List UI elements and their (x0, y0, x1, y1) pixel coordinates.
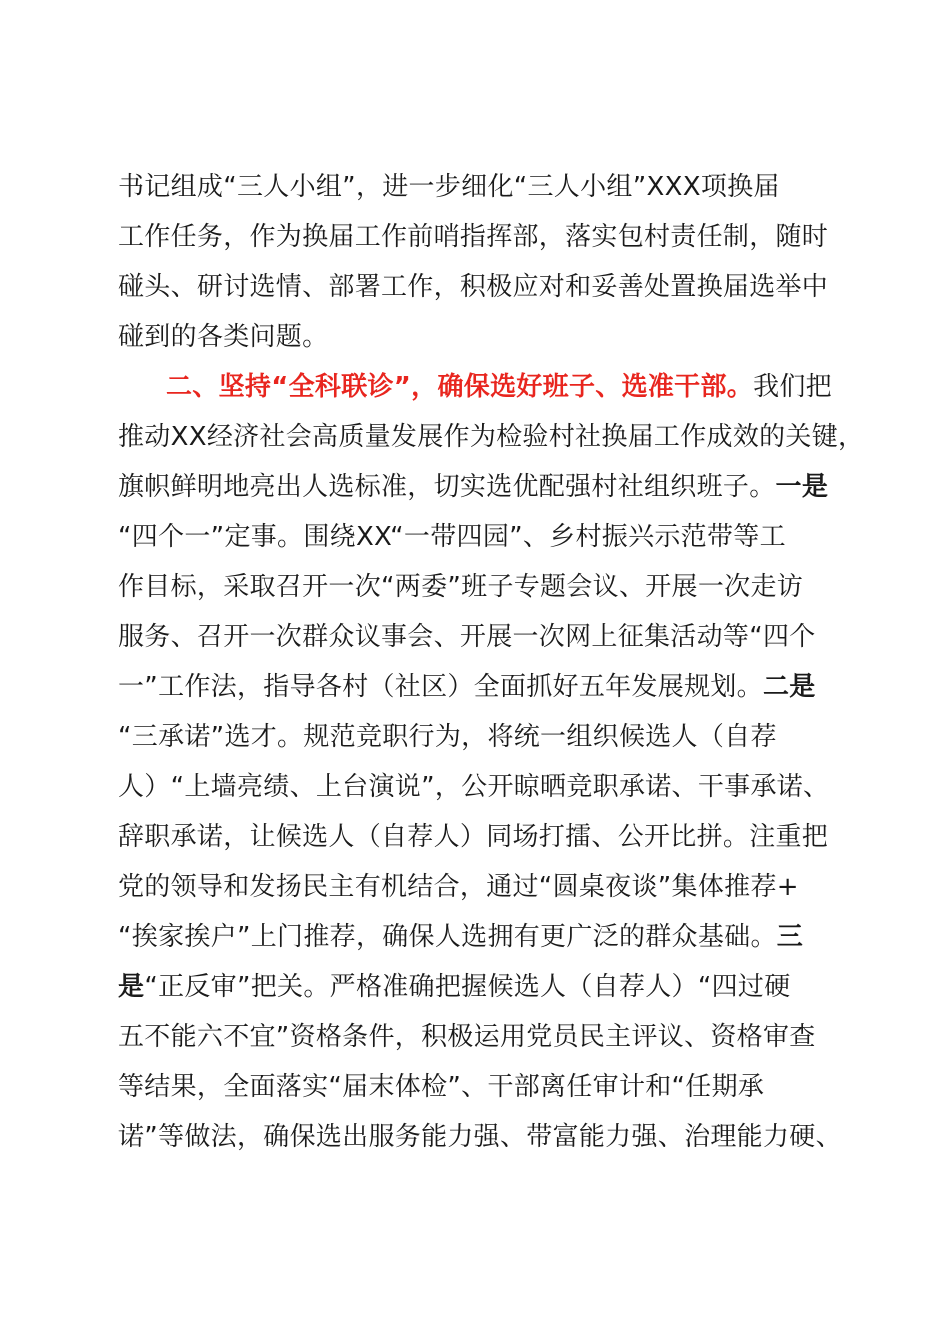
body-text: 服务、召开一次群众议事会、开展一次网上征集活动等“四个 (118, 622, 816, 652)
text-line (118, 870, 858, 904)
body-text: 我们把 (753, 372, 832, 402)
body-text: 碰头、研讨选情、部署工作，积极应对和妥善处置换届选举中 (118, 272, 829, 302)
text-line (118, 1020, 858, 1054)
bold-marker: 二是 (762, 672, 816, 702)
text-line (118, 1120, 858, 1154)
text-line (118, 770, 858, 804)
body-text: 辞职承诺，让候选人（自荐人）同场打擂、公开比拼。注重把 (118, 822, 829, 852)
body-text: 诺”等做法，确保选出服务能力强、带富能力强、治理能力硬、 (118, 1122, 842, 1152)
text-line (118, 320, 858, 354)
body-text: 工作任务，作为换届工作前哨指挥部，落实包村责任制，随时 (118, 222, 829, 252)
body-text: 等结果，全面落实“届末体检”、干部离任审计和“任期承 (118, 1072, 765, 1102)
text-line (118, 570, 858, 604)
bold-marker: 一是 (775, 472, 829, 502)
text-line (118, 470, 858, 504)
body-text: “三承诺”选才。规范竞职行为，将统一组织候选人（自荐 (118, 722, 777, 752)
body-text: 旗帜鲜明地亮出人选标准，切实选优配强村社组织班子。 (118, 472, 776, 502)
body-text: 作目标，采取召开一次“两委”班子专题会议、开展一次走访 (118, 572, 804, 602)
body-text: 碰到的各类问题。 (118, 322, 329, 352)
text-line (118, 820, 858, 854)
text-line (118, 420, 865, 454)
text-line (118, 670, 858, 704)
body-text: 人）“上墙亮绩、上台演说”，公开晾晒竞职承诺、干事承诺、 (118, 772, 830, 802)
body-text: 书记组成“三人小组”，进一步细化“三人小组”XXX项换届 (118, 172, 780, 202)
section-heading: 二、坚持“全科联诊”，确保选好班子、选准干部。 (166, 372, 754, 402)
body-text: 推动XX经济社会高质量发展作为检验村社换届工作成效的关键， (118, 422, 865, 452)
text-line (166, 370, 906, 404)
body-text: 党的领导和发扬民主有机结合，通过“圆桌夜谈”集体推荐+ (118, 872, 799, 902)
body-text: 五不能六不宜”资格条件，积极运用党员民主评议、资格审查 (118, 1022, 816, 1052)
bold-marker: 三 (776, 922, 804, 952)
body-text: “正反审”把关。严格准确把握候选人（自荐人）“四过硬 (144, 972, 791, 1002)
bold-marker: 是 (118, 972, 145, 1002)
body-text: “挨家挨户”上门推荐，确保人选拥有更广泛的群众基础。 (118, 922, 777, 952)
text-line (118, 520, 858, 554)
text-line (118, 220, 858, 254)
text-line (118, 1070, 858, 1104)
text-line (118, 970, 858, 1004)
text-line (118, 270, 858, 304)
text-line (118, 170, 858, 204)
text-line (118, 620, 858, 654)
body-text: “四个一”定事。围绕XX“一带四园”、乡村振兴示范带等工 (118, 522, 786, 552)
text-line (118, 720, 858, 754)
body-text: 一”工作法，指导各村（社区）全面抓好五年发展规划。 (118, 672, 763, 702)
text-line (118, 920, 858, 954)
